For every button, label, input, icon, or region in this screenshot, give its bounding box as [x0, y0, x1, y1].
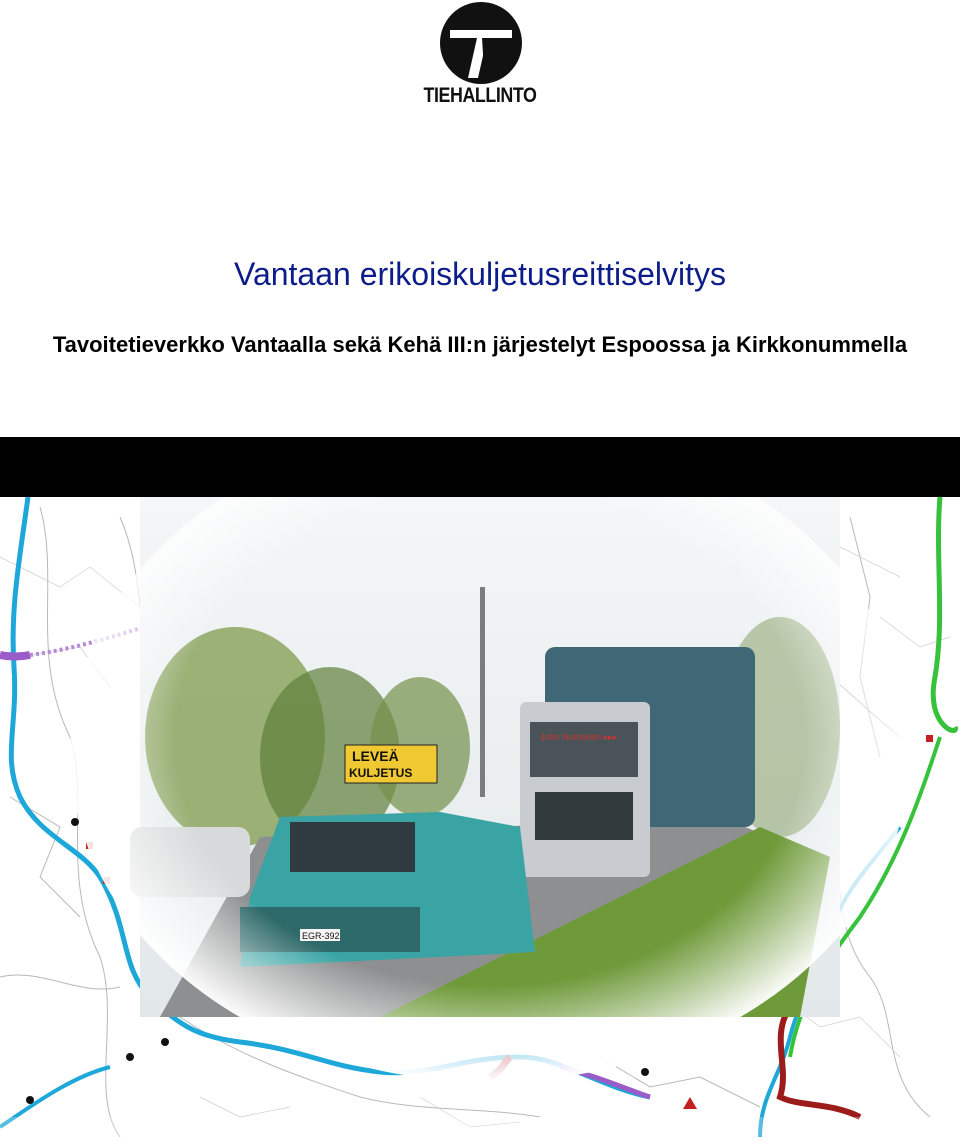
- page-subtitle: Tavoitetieverkko Vantaalla sekä Kehä III:n järjestelyt Espoossa ja Kirkkonummella: [52, 332, 908, 357]
- tiehallinto-logo-icon: [438, 0, 524, 86]
- logo-wordmark: TIEHALLINTO: [423, 84, 537, 107]
- page-title: Vantaan erikoiskuljetusreittiselvitys: [233, 256, 727, 292]
- route-purple-left: [0, 655, 30, 657]
- cover-photo-map: [0, 497, 960, 1141]
- black-banner: [0, 437, 960, 497]
